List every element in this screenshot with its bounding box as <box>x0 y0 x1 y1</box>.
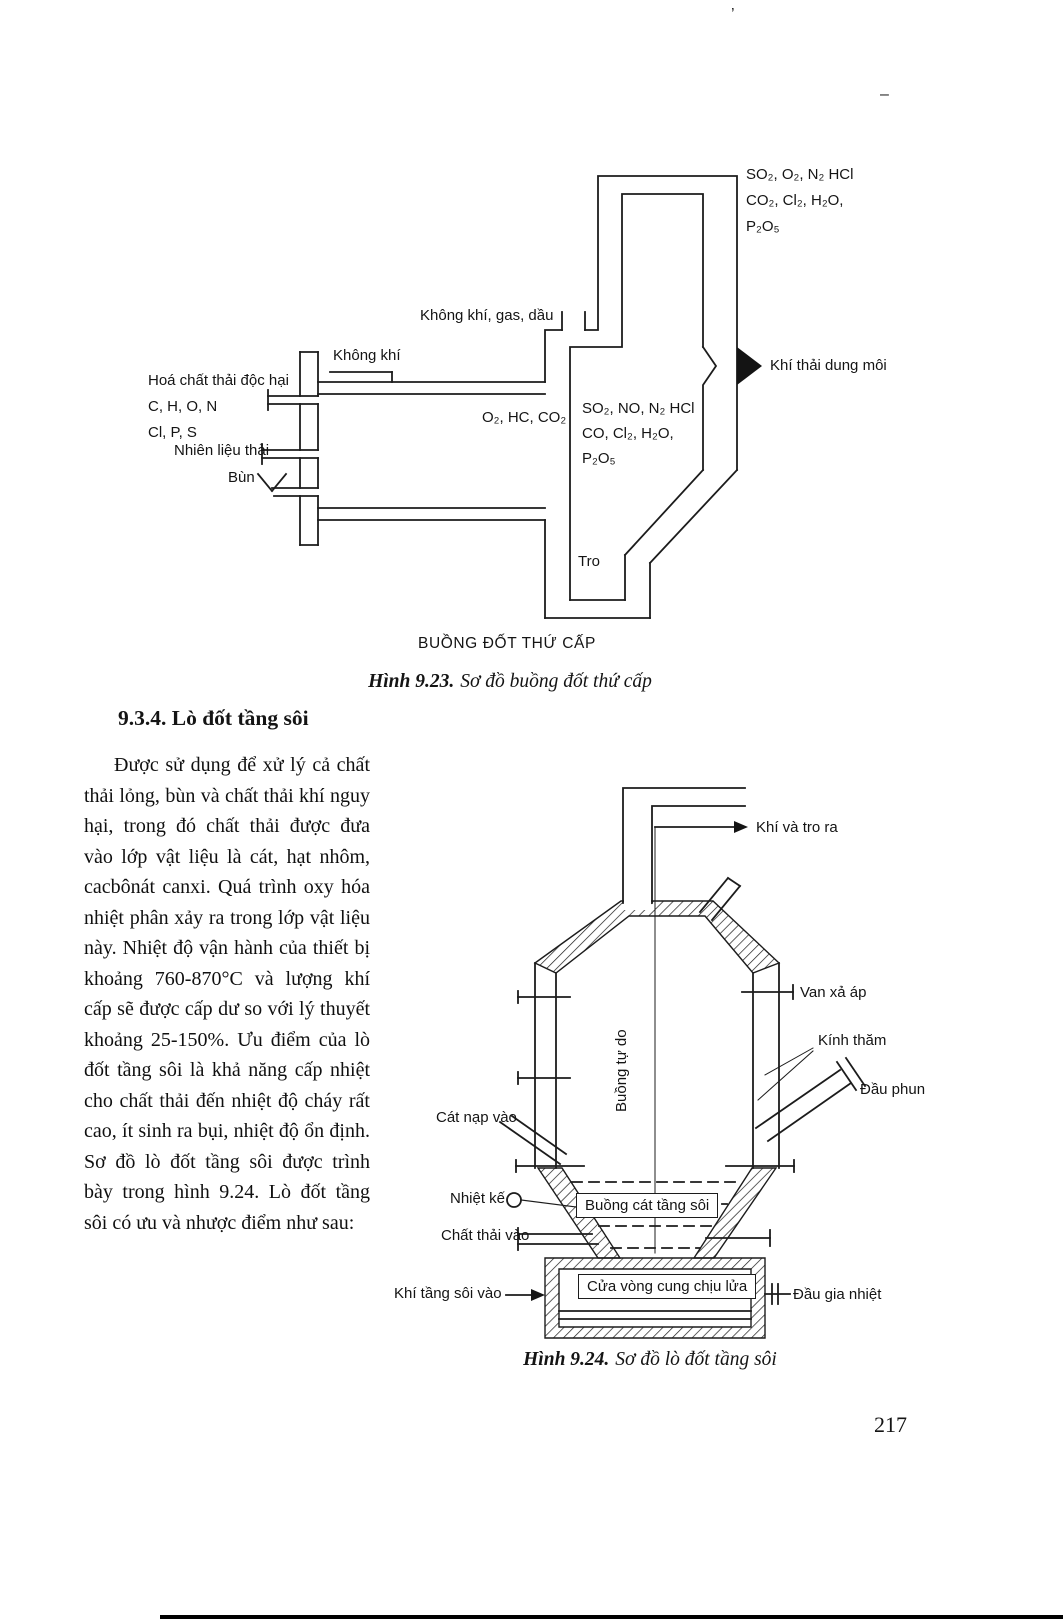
fig23-sludge-label: Bùn <box>228 469 255 486</box>
fig23-caption-text: Sơ đồ buồng đốt thứ cấp <box>460 671 652 692</box>
fig24-dome <box>535 901 779 973</box>
fig24-thermometer-icon <box>507 1193 521 1207</box>
fig24-caption <box>420 1349 880 1371</box>
fig23-air-gas-oil-label: Không khí, gas, dầu <box>420 307 554 324</box>
fig24-relief-valve-label: Van xả áp <box>800 984 867 1001</box>
fig23-chamber-gas-label: O₂, HC, CO₂ <box>482 409 567 426</box>
fig24-gas-ash-out-label: Khí và tro ra <box>756 819 838 836</box>
fig23-title: BUỒNG ĐỐT THỨ CẤP <box>418 635 596 652</box>
fig24-sight-glass-leaders <box>758 1048 813 1100</box>
fig24-waste-in-label: Chất thải vào <box>441 1227 530 1244</box>
fig24-shell <box>535 963 779 1168</box>
fig23-solvent-gas-label: Khí thải dung môi <box>770 357 887 374</box>
fig23-caption-number: Hình 9.23. <box>368 671 455 692</box>
fig23-damper-icon <box>737 347 762 385</box>
fig24-spray-head-label: Đầu phun <box>860 1081 926 1098</box>
fig23-hazardous-label: Hoá chất thải độc hại C, H, O, N Cl, P, S <box>148 372 289 441</box>
fig24-thermometer-label: Nhiệt kế <box>450 1190 506 1207</box>
fig24-relief-valve-stub <box>742 985 793 999</box>
fig24-caption-text: Sơ đồ lò đốt tầng sôi <box>615 1349 777 1370</box>
fig24-drawing <box>500 788 865 1338</box>
fig24-sand-in-label: Cát nạp vào <box>436 1109 517 1126</box>
scan-mark-right: – <box>880 86 889 103</box>
fig24-arch-door-label: Cửa vòng cung chịu lửa <box>578 1274 756 1299</box>
fig23-mid-gas-label: SO₂, NO, N₂ HCl CO, Cl₂, H₂O, P₂O₅ <box>582 400 695 467</box>
fig23-gas-out-label: SO₂, O₂, N₂ HCl CO₂, Cl₂, H₂O, P₂O₅ <box>746 166 854 235</box>
fig24-fluidizing-gas-label: Khí tầng sôi vào <box>394 1285 502 1302</box>
fig23-fuel-inlet <box>262 444 318 464</box>
fig23-ash-label: Tro <box>578 553 600 570</box>
fig24-heater-stub <box>765 1284 790 1304</box>
page-number: 217 <box>874 1412 907 1437</box>
fig23-venturi <box>703 347 716 470</box>
section-body: Được sử dụng để xử lý cả chất thải lỏng, bùn và chất thải khí nguy hại, trong đó chất thải được đưa vào lớp vật liệu là cát, hạt nhôm, cacbônát canxi. Quá trình oxy hóa nhiệt phân xảy ra trong lớp vật liệu này. Nhiệt độ vận hành của thiết bị khoảng 760-870°C và lượng khí cấp sẽ được cấp dư so với lý thuyết khoảng 25-150%. Ưu điểm của lò đốt tầng sôi là khả năng cấp nhiệt cho chất thải đến nhiệt độ cháy rất cao, ít sinh ra bụi, nhiệt độ ổn định. Sơ đồ lò đốt tầng sôi được trình bày trong hình 9.24. Lò đốt tầng sôi có ưu và nhược điểm như sau: <box>84 754 370 1234</box>
section-heading: 9.3.4. Lò đốt tầng sôi <box>118 706 309 730</box>
fig23-sludge-funnel-icon <box>258 474 318 496</box>
scan-edge-line <box>160 1615 1063 1619</box>
fig24-freeboard-label: Buồng tự do <box>613 1029 630 1112</box>
scan-mark-top: ’ <box>731 6 735 23</box>
fig23-waste-fuel-label: Nhiên liệu thải <box>174 442 270 459</box>
fig24-heater-label: Đầu gia nhiệt <box>793 1286 882 1303</box>
fig24-caption-number: Hình 9.24. <box>523 1349 610 1370</box>
fig24-sight-glass-label: Kính thăm <box>818 1032 887 1049</box>
fig23-air-label: Không khí <box>333 347 401 364</box>
fig24-sand-bed-label: Buồng cát tầng sôi <box>576 1193 718 1218</box>
fig23-caption <box>180 671 840 693</box>
fig23-air-inlet <box>330 372 392 382</box>
fig23-outer-gas-path <box>545 330 562 382</box>
